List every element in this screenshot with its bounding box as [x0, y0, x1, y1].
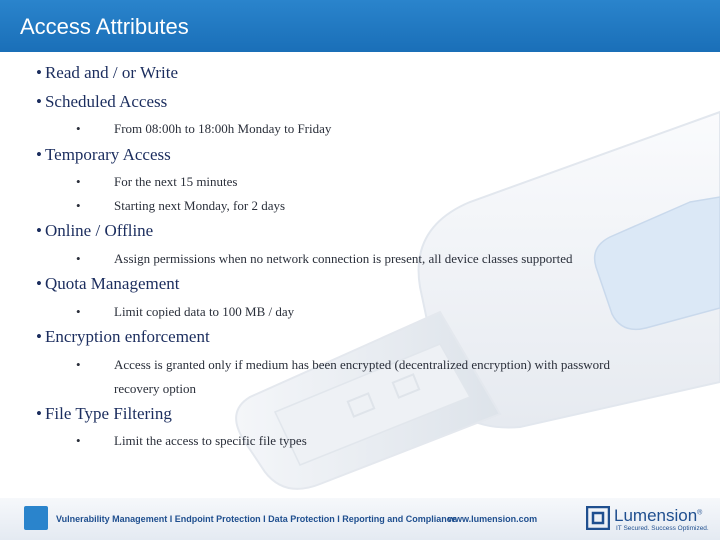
sub-bullet-text: Starting next Monday, for 2 days [114, 198, 286, 213]
lumension-logo-icon [586, 506, 610, 530]
bullet-marker: • [36, 92, 42, 111]
footer-url-link[interactable]: www.lumension.com [448, 514, 538, 524]
bullet-marker: • [36, 327, 42, 346]
sub-bullet-marker: • [76, 174, 81, 189]
sub-bullet-text: Access is granted only if medium has been encrypted (decentralized encryption) with password [114, 357, 610, 372]
bullet-item-online-offline [36, 221, 153, 241]
sub-bullet-text: Limit copied data to 100 MB / day [114, 304, 295, 319]
brand-name [614, 506, 702, 526]
sub-bullet-marker: • [76, 357, 81, 372]
sub-bullet-marker: • [76, 433, 81, 448]
bullet-marker: • [36, 274, 42, 293]
sub-bullet-text: From 08:00h to 18:00h Monday to Friday [114, 121, 332, 136]
sub-bullet-marker: • [76, 251, 81, 266]
sub-bullet-text: recovery option [114, 381, 196, 396]
trademark-mark: ® [697, 509, 703, 517]
bullet-item-file-type-filtering [36, 404, 172, 424]
bullet-item-encryption-enforcement [36, 327, 210, 347]
sub-bullet-marker: • [76, 121, 81, 136]
bullet-label: Encryption enforcement [44, 327, 210, 346]
bullet-label: Read and / or Write [44, 63, 179, 82]
sub-bullet-text: For the next 15 minutes [114, 174, 238, 189]
brand-text: Lumension [614, 506, 698, 525]
bullet-label: Scheduled Access [44, 92, 168, 111]
sub-bullet-text: Assign permissions when no network connection is present, all device classes supported [114, 251, 573, 266]
bullet-label: Quota Management [44, 274, 180, 293]
footer-square-icon [24, 506, 48, 530]
bullet-label: Temporary Access [44, 145, 171, 164]
sub-bullet-text: Limit the access to specific file types [114, 433, 307, 448]
bullet-item-scheduled-access [36, 92, 167, 112]
slide-title: Access Attributes [20, 14, 189, 39]
bullet-marker: • [36, 63, 42, 82]
footer-bar [0, 498, 720, 540]
sub-bullet-marker: • [76, 304, 81, 319]
bullet-item-read-write [36, 63, 178, 83]
bullet-item-quota-management [36, 274, 180, 294]
sub-bullet-marker: • [76, 198, 81, 213]
bullet-marker: • [36, 145, 42, 164]
brand-tagline: IT Secured. Success Optimized. [616, 525, 709, 532]
footer-tagline-links: Vulnerability Management I Endpoint Protection I Data Protection I Reporting and Compliance [56, 514, 457, 524]
bullet-label: Online / Offline [44, 221, 154, 240]
bullet-marker: • [36, 221, 42, 240]
bullet-item-temporary-access [36, 145, 171, 165]
bullet-marker: • [36, 404, 42, 423]
bullet-label: File Type Filtering [44, 404, 172, 423]
